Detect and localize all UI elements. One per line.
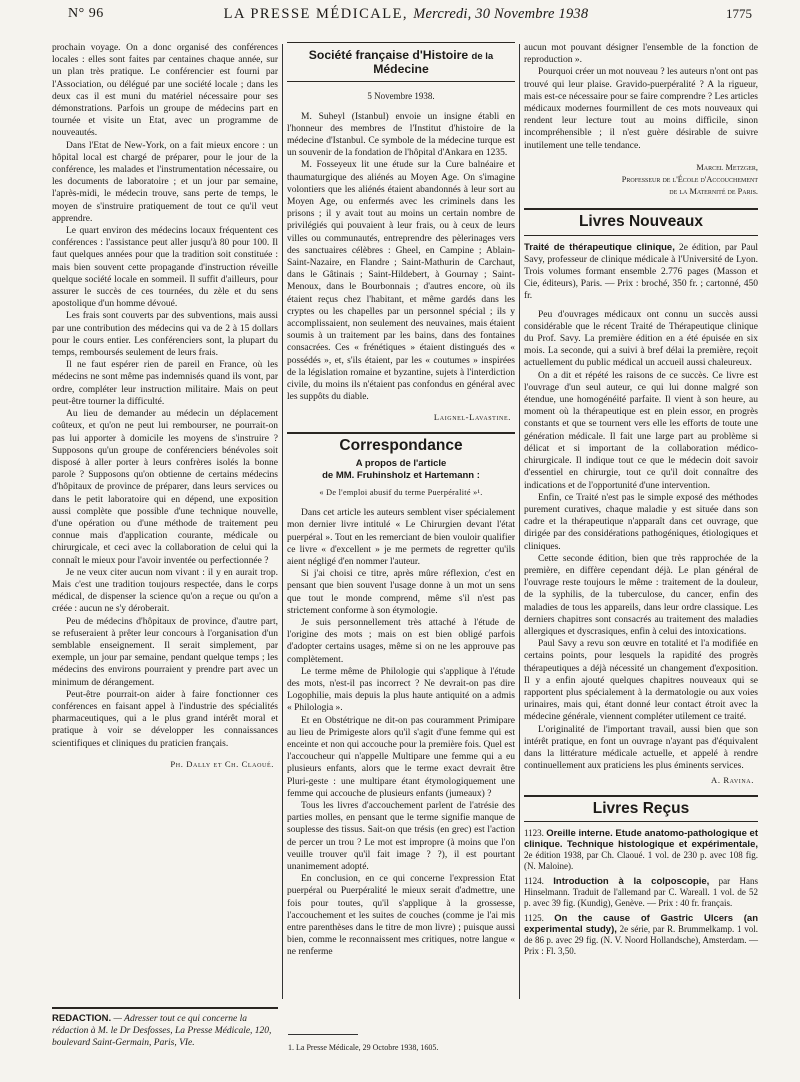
item-details: par Hans Hinselmann. Traduit de l'allemand par C. Wareall. 1 vol. de 52 p. avec 39 fig. (Kundig), Genève. — Prix : 40 fr. français. (524, 875, 758, 908)
page-header (52, 6, 760, 28)
paragraph: Dans l'Etat de New-York, on a fait mieux encore : un hôpital local est chargé de préparer, pour le jour de la conférence, les malades et l'instrumentation nécessaire, ou les documents de laboratoire ; et un jour par semaine, l'après-midi, le médecin trouve, sans perte de temps, le moyen de s'instruire pratiquement de tout ce qu'il veut apprendre. (52, 140, 278, 224)
footnote-divider (288, 1034, 358, 1035)
divider (524, 235, 758, 236)
signature-name: Marcel Metzger, (696, 162, 758, 172)
divider (287, 81, 515, 82)
paragraph: Peu de médecins d'hôpitaux de province, d'autre part, se refuseraient à prêter leur concours à l'organisation d'un semblable enseignement. Il serait simplement, par exemple, un jour par semaine, pendant quelque temps ; les médecins des environs pourraient y prendre part avec un minimum de dérangement. (52, 616, 278, 688)
divider (52, 1007, 278, 1009)
list-item (524, 913, 758, 957)
column-divider (282, 44, 283, 999)
book-title: Traité de thérapeutique clinique, (524, 241, 675, 253)
paragraph: Pourquoi créer un mot nouveau ? les auteurs n'ont ont pas trouvé qui leur plaise. Gravido-puerpéralité ? A la rigueur, mais est-ce nécessaire pour se faire comprendre ? Les articles médicaux modernes fourmillent de ces mots nouveaux qui rendent leur lecture tout au moins difficile, sinon incompréhensible ; il n'est guère désirable de suivre inutilement une telle tendance. (524, 67, 758, 151)
column-3 (524, 42, 758, 961)
letter-signature (524, 162, 758, 199)
list-item (524, 876, 758, 909)
redaction-label: REDACTION. (52, 1013, 112, 1024)
paragraph: Paul Savy a revu son œuvre en totalité et l'a modifiée en certains points, pour lesquels la rapidité des progrès thérapeutiques a déjà nécessité un changement d'exposition. Il y a enfin ajouté quelques chapitres nouveaux qui se rapportent plus spécialement à la dermatologie ou aux voies urinaires, mais qui, étant donné leur contact étroit avec la médecine générale, viennent compléter utilement ce traité. (524, 639, 758, 723)
livres-nouveaux-heading: Livres Nouveaux (578, 213, 704, 231)
paragraph: Peut-être pourrait-on aider à faire fonctionner ces conférences en faisant appel à l'industrie des spécialités pharmaceutiques, qui a le plus grand intérêt moral et pratique à voir se développer les connaissances scientifiques et cliniques du praticien français. (52, 689, 278, 749)
item-title: Introduction à la colposcopie, (553, 875, 710, 887)
society-title: Société française d'Histoire (308, 48, 469, 62)
paragraph: Je ne veux citer aucun nom vivant : il y en aurait trop. Mais c'est une tradition toujours respectée, dans le corps médical, de dispenser la science qu'on a reçue ou qu'on a créée : aucun ne s'y déroberait. (52, 567, 278, 615)
signature-title: Professeur de l'École d'Accouchement (621, 175, 758, 185)
correspondance-heading: Correspondance (339, 436, 463, 454)
column-1 (52, 42, 278, 770)
issue-number: N° 96 (68, 6, 104, 21)
paragraph: En conclusion, en ce qui concerne l'expression Etat puerpéral ou Puerpéralité le mieux serait d'admettre, une fois pour toutes, qu'il s'applique à la grossesse, l'accouchement et les suites de couches (comme je l'ai mis entre parenthèses dans le titre de mon livre) ; puisque aussi bien, comme le reconnaissent mes critiques, notre langue « ne renferme (287, 874, 515, 958)
column-2 (287, 42, 515, 959)
redaction-notice (52, 1003, 278, 1050)
book-entry (524, 242, 758, 303)
divider (524, 821, 758, 822)
society-title-small: de la (471, 51, 494, 62)
paragraph: On a dit et répété les raisons de ce succès. Ce livre est l'ouvrage d'un seul auteur, ce qui lui donne malgré son étendue, une homogénéité parfaite. Il vient à son heure, au moment où la thérapeutique est en plein essor, en progrès constants et que se tournent vers elle les efforts de toute une génération médicale. Il fait une large part au problème si délicat et si important de la collaboration médico-chirurgicale. Il indique tout ce que le médecin doit savoir d'essentiel en chirurgie, tout ce qu'il doit connaître des indications et de l'opportunité d'une intervention. (524, 370, 758, 491)
paragraph: L'originalité de l'important travail, aussi bien que son intérêt pratique, en font un ouvrage n'ayant pas d'équivalent dans la littérature médicale actuelle, et appelé à rendre continuellement aux praticiens les plus éminents services. (524, 724, 758, 772)
session-date: 5 Novembre 1938. (367, 91, 435, 102)
paragraph: Le terme même de Philologie qui s'applique à l'étude des mots, n'est-il pas incorrect ? Ne devrait-on pas dire Logophilie, mais depuis la plus haute antiquité on a admis « Philologia ». (287, 666, 515, 714)
society-heading (287, 49, 515, 75)
page-number: 1775 (726, 6, 752, 21)
item-details: 2e édition 1938, par Ch. Claoué. 1 vol. de 230 p. avec 108 fig. (N. Maloine). (524, 849, 758, 871)
paragraph: Il ne faut espérer rien de pareil en France, où les médecins ne sont même pas indemnisés quand ils vont, par ordre, compléter leur instruction militaire. Mais on peut peut-être tourner la difficulté. (52, 360, 278, 407)
paragraph: Tous les livres d'accouchement parlent de l'atrésie des parties molles, en pensant que le terme signifie manque de souplesse des tissus. Sait-on que trésis (en grec) est l'action de percer un trou ? Le mot est impropre (à moins que l'on veuille trouver qu'il fait image ? ?), il est pourtant unanimement adopté. (287, 800, 515, 872)
paragraph: Dans cet article les auteurs semblent viser spécialement mon dernier livre intitulé « Le Chirurgien devant l'état puerpéral ». Tout en les remerciant de bien vouloir qualifier ce livre « d'excellent » je me permets de regretter qu'ils aient négligé d'en nommer l'auteur. (287, 508, 515, 567)
column-divider (519, 44, 520, 999)
divider (524, 208, 758, 210)
item-number: 1124. (524, 875, 544, 886)
paragraph: Si j'ai choisi ce titre, après mûre réflexion, c'est en pensant que bien souvent l'usage donne à un mot un sens que tout le monde comprend, même s'il n'est pas strictement conforme à son étymologie. (287, 569, 515, 616)
correspondance-subtitle: de MM. Fruhinsholz et Hartemann : (322, 469, 480, 481)
paragraph: Et en Obstétrique ne dit-on pas couramment Primipare au lieu de Primigeste alors qu'il s'agit d'une femme qui est enceinte et non qui accouche pour la première fois. Quel est l'accoucheur qui n'appelle Multipare une femme qui a eu plusieurs enfants, alors que le terme exact devrait être Pluri-geste : une multipare étant étymologiquement une femme qui accouche de plusieurs enfants (jumeaux) ? (287, 715, 515, 799)
paragraph: Le quart environ des médecins locaux fréquentent ces conférences : l'assistance peut aller jusqu'à 80 pour 100. Il faut quelques années pour que la tradition soit constituée : mais bien souvent cette propagande d'instruction réveille quelque société locale en sommeil. Il suffit d'ailleurs, pour assurer le succès de ces tournées, du zèle et du sens apostolique d'un homme dévoué. (52, 226, 278, 310)
livres-recus-list (524, 828, 758, 957)
divider (524, 795, 758, 797)
livres-recus-heading: Livres Reçus (592, 799, 690, 817)
signature-title: de la Maternité de Paris. (669, 187, 758, 197)
correspondance-subtitle: A propos de l'article (355, 457, 447, 469)
paragraph: Au lieu de demander au médecin un déplacement coûteux, et qu'on ne peut lui rembourser, ne pourrait-on pas lui apporter à domicile les moyens de s'instruire ? Supposons qu'un groupe de conférenciers bénévoles soit disposé à aller porter à leurs confrères isolés la bonne parole ? Supposons qu'on obtienne de certains médecins d'hôpitaux de province de préparer, dans leurs services ou dans le petit laboratoire qui en dépend, une exposition aussi complète que possible d'une technique nouvelle, d'une opération ou d'une méthode de traitement peu connue mais d'application courante, médicale ou chirurgicale, et ceci avec la collaboration de celui qui la connaît le mieux pour l'avoir inventée ou perfectionnée ? (52, 409, 278, 566)
review-signature: A. Ravina. (711, 775, 754, 786)
paragraph: M. Fosseyeux lit une étude sur la Cure balnéaire et thaumaturgique des aliénés au Moyen Age. On s'imagine volontiers que les aliénés étaient abandonnés à leur sort au Moyen Age, ou enfermés avec les criminels dans les prisons ; il y avait tout au moins un certain nombre de privilégiés qui pouvaient à leur frais, ou à ceux de leurs villes ou communautés, entreprendre des pèlerinages vers des sanctuaires célèbres : Gheel, en Campine ; Ablain-Saint-Nazaire, en Flandre ; Saint-Mathurin de Carchaut, dans le Gâtinais ; Saint-Hildebert, à Gournay ; Saint-Menoux, dans le Bourbonnais ; d'autres encore, où ils étaient reçus chez l'habitant, et même gardés dans les cryptes ou les chapelles par un personnel spécial ; ils y accomplissaient, non seulement des neuvaines, mais étaient soumis à un traitement par les bains, dans des fontaines consacrées. Ces « frénétiques » étaient distingués des « possédés », et, s'ils étaient, par les « coutumes » inspirées de la législation romaine et byzantine, sujets à l'interdiction civile, du moins ils n'étaient pas confondus en général avec les suppôts du diable. (287, 160, 515, 403)
paragraph: Enfin, ce Traité n'est pas le simple exposé des méthodes purement curatives, chaque maladie y est située dans son cadre et la thérapeutique n'apparaît dans cet ouvrage, que dirigée par des considérations pathogéniques, étiologiques et cliniques. (524, 492, 758, 552)
list-item (524, 828, 758, 872)
paragraph: M. Suheyl (Istanbul) envoie un insigne établi en l'honneur des membres de l'Institut d'histoire de la médecine d'Istanbul. Ce symbole de la médecine turque est un souvenir de la fondation de l'hôpital d'Ankara en 1235. (287, 111, 515, 159)
book-details: 2e édition, par Paul Savy, professeur de clinique médicale à l'Université de Lyon. Trois volumes formant ensemble 2.776 pages (Masson et Cie, éditeurs), Paris. — Prix : broché, 350 fr. ; cartonné, 450 fr. (524, 242, 758, 302)
item-title: Oreille interne. Etude anatomo-pathologique et clinique. Technique histologique et expérimentale, (524, 827, 758, 850)
paragraph: aucun mot pouvant désigner l'ensemble de la fonction de reproduction ». (524, 43, 758, 66)
paragraph: prochain voyage. On a donc organisé des conférences locales : elles sont faites par centaines chaque année, sur un plan très pratique. Le conférencier est fourni par l'Association, ou délégué par une société locale ; dans les deux cas il est muni du matériel nécessaire pour ses démonstrations. Parfois un groupe de médecins part en tournée et visite un Etat, avec un programme de nouveautés. (52, 43, 278, 139)
divider (287, 42, 515, 43)
paragraph: Je suis personnellement très attaché à l'étude de l'origine des mots ; mais on est bien obligé parfois d'adopter certains usages, même si on ne les approuve pas complètement. (287, 617, 515, 665)
footnote: 1. La Presse Médicale, 29 Octobre 1938, 1605. (288, 1043, 439, 1052)
item-number: 1125. (524, 912, 544, 923)
society-signature: Laignel-Lavastine. (433, 412, 511, 423)
issue-date: Mercredi, 30 Novembre 1938 (413, 6, 589, 22)
paragraph: Les frais sont couverts par des subventions, mais aussi par une contribution des médecins qui va de 2 à 15 dollars pour le cours entier. Les conférenciers sont, la plupart du temps, remboursés seulement de leurs frais. (52, 311, 278, 359)
article-signature: Ph. Dally et Ch. Claoué. (170, 758, 274, 769)
item-number: 1123. (524, 827, 544, 838)
redaction-text: — Adresser tout ce qui concerne la rédaction à M. le Dr Desfosses, La Presse Médicale, 120, boulevard Saint-Germain, Paris, VIe. (52, 1014, 272, 1049)
divider (287, 432, 515, 434)
article-quote: « De l'emploi abusif du terme Puerpéralité »¹. (319, 487, 483, 497)
journal-name: LA PRESSE MÉDICALE, (223, 6, 409, 22)
journal-title (52, 6, 760, 23)
item-title: On the cause of Gastric Ulcers (an experimental study), (524, 912, 758, 935)
society-title-end: Médecine (373, 62, 429, 77)
paragraph: Peu d'ouvrages médicaux ont connu un succès aussi considérable que le récent Traité de Thérapeutique clinique du Prof. Savy. La première édition en a été épuisée en six mois. La seconde, qui a suivi à bref délai la première, reçoit actuellement du public médical un accueil aussi chaleureux. (524, 309, 758, 369)
paragraph: Cette seconde édition, bien que très rapprochée de la première, en diffère cependant déjà. Le plan général de l'ouvrage reste toujours le même : traitement de la douleur, de la syphilis, de la tuberculose, du cancer, enfin des maladies de tous les appareils, dans leur ordre classique. Les derniers chapitres sont consacrés au traitement des maladies allergiques et dyscrasiques, enfin à celui des intoxications. (524, 553, 758, 637)
item-details: 2e série, par R. Brummelkamp. 1 vol. de 86 p. avec 29 fig. (N. V. Noord Hollandsche), Amsterdam. — Prix : Fl. 3,50. (524, 923, 758, 956)
